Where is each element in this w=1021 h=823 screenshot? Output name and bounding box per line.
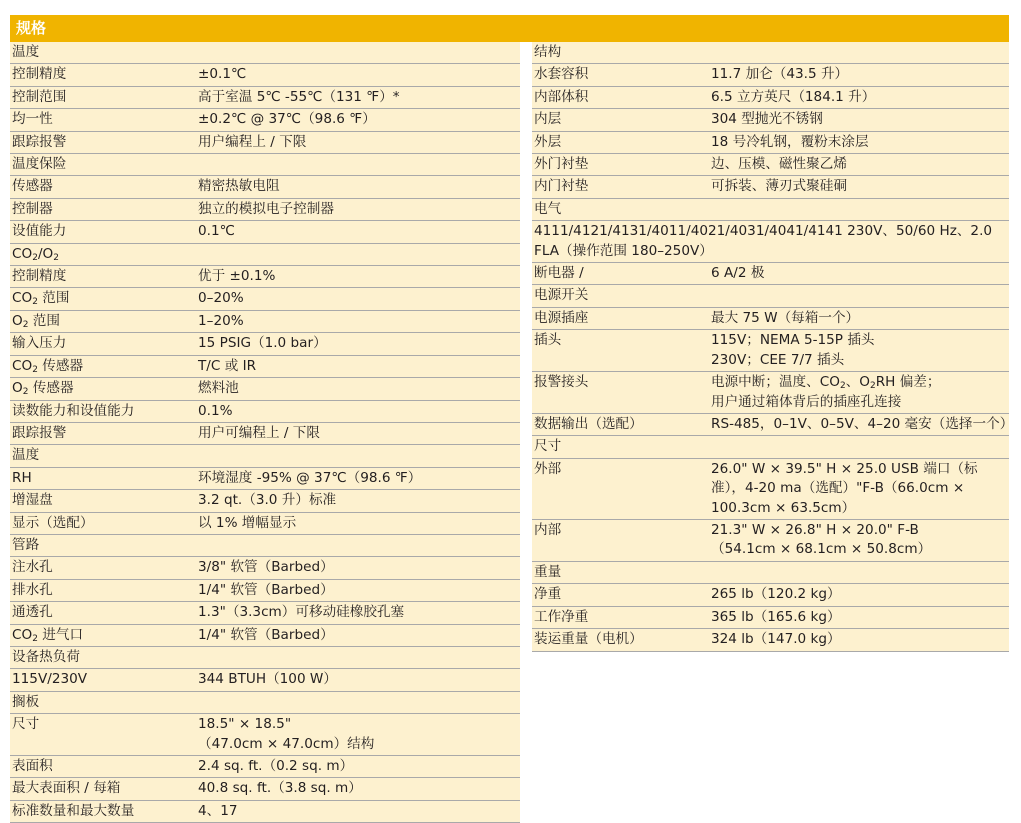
spec-value: 365 lb（165.6 kg） — [711, 608, 841, 625]
section-header — [532, 199, 1009, 221]
spec-row — [10, 801, 520, 823]
spec-row — [10, 356, 520, 378]
section-label: 温度 — [12, 447, 40, 464]
spec-label: 跟踪报警 — [12, 133, 67, 150]
spec-row — [532, 263, 1009, 285]
spec-header — [10, 15, 1009, 42]
section-header — [10, 445, 520, 467]
spec-label: $O_2$ 传感器 — [12, 380, 74, 398]
spec-label: 控制精度 — [12, 268, 67, 285]
spec-value: 精密热敏电阻 — [198, 178, 280, 195]
spec-label: 报警接头 — [534, 374, 589, 391]
spec-label: 数据输出（选配） — [534, 415, 643, 432]
spec-row — [10, 468, 520, 490]
spec-value: T/C 或 IR — [198, 357, 257, 374]
spec-value: 3.2 qt.（3.0 升）标准 — [198, 492, 337, 509]
spec-value: 用户可编程上 / 下限 — [198, 424, 320, 441]
spec-label: 设值能力 — [12, 223, 67, 240]
spec-label: 装运重量（电机） — [534, 630, 643, 647]
spec-label: 内层 — [534, 111, 562, 128]
spec-label: 跟踪报警 — [12, 424, 67, 441]
spec-label: 水套容积 — [534, 66, 589, 83]
section-header — [10, 647, 520, 669]
spec-row — [532, 520, 1009, 562]
spec-value: 用户编程上 / 下限 — [198, 133, 307, 150]
spec-row — [532, 132, 1009, 154]
spec-row — [10, 401, 520, 423]
spec-value: 1.3"（3.3cm）可移动硅橡胶孔塞 — [198, 604, 405, 621]
spec-table-right — [532, 42, 1014, 652]
spec-label: 工作净重 — [534, 608, 589, 625]
spec-label: $CO_2$ 传感器 — [12, 357, 84, 375]
spec-value: 4111/4121/4131/4011/4021/4031/4041/4141 230V、50/60 Hz、2.0 FLA（操作范围 180–250V） — [534, 223, 993, 259]
spec-row — [10, 513, 520, 535]
spec-label: 内门衬垫 — [534, 178, 589, 195]
section-header — [10, 692, 520, 714]
spec-label: 插头 — [534, 332, 562, 349]
spec-value: 2.4 sq. ft.（0.2 sq. m） — [198, 758, 354, 774]
spec-row — [10, 109, 520, 131]
section-label: 尺寸 — [534, 438, 562, 455]
spec-row — [10, 64, 520, 86]
section-label: 管路 — [12, 536, 40, 553]
spec-row — [532, 629, 1009, 651]
spec-value: 115V；NEMA 5-15P 插头 230V；CEE 7/7 插头 — [711, 332, 875, 368]
spec-value: 11.7 加仑（43.5 升） — [711, 66, 849, 83]
spec-row — [532, 64, 1009, 86]
spec-row — [10, 580, 520, 602]
spec-value: 304 型抛光不锈钢 — [711, 111, 823, 128]
spec-row — [10, 557, 520, 579]
spec-label: 均一性 — [12, 111, 53, 128]
section-label: 重量 — [534, 563, 562, 580]
spec-row — [10, 132, 520, 154]
spec-label: 读数能力和设值能力 — [12, 402, 135, 419]
spec-value: 边、压模、磁性聚乙烯 — [711, 156, 847, 173]
spec-row — [532, 459, 1009, 520]
spec-label: 输入压力 — [12, 335, 67, 352]
spec-value: 324 lb（147.0 kg） — [711, 630, 841, 647]
spec-row-full — [532, 221, 1009, 263]
spec-label: 电源插座 — [534, 309, 589, 326]
spec-value: 电源中断；温度、$CO_2$、$O_2RH$ 偏差； 用户通过箱体背后的插座孔连接 — [711, 374, 941, 410]
spec-label: 控制精度 — [12, 66, 67, 83]
spec-value: ±0.1℃ — [198, 66, 247, 83]
spec-value: 优于 ±0.1% — [198, 268, 276, 285]
spec-value: 0.1℃ — [198, 223, 235, 240]
spec-row — [10, 199, 520, 221]
spec-row — [532, 109, 1009, 131]
spec-value: 18.5" × 18.5" （47.0cm × 47.0cm）结构 — [198, 716, 375, 752]
spec-value: 40.8 sq. ft.（3.8 sq. m） — [198, 780, 362, 797]
spec-label: 控制器 — [12, 200, 53, 217]
spec-row — [10, 778, 520, 800]
section-label: $CO_2/O_2$ — [12, 245, 59, 263]
spec-row — [532, 176, 1009, 198]
spec-row — [532, 584, 1009, 606]
spec-label: 注水孔 — [12, 559, 53, 576]
section-header — [532, 562, 1009, 584]
spec-label: 显示（选配） — [12, 514, 94, 531]
spec-label: 标准数量和最大数量 — [12, 802, 135, 819]
spec-value: 1–20% — [198, 312, 244, 329]
section-header — [10, 535, 520, 557]
spec-row — [10, 266, 520, 288]
spec-value: 6.5 立方英尺（184.1 升） — [711, 88, 876, 105]
spec-row — [532, 87, 1009, 109]
spec-value: 6 A/2 极 — [711, 265, 765, 282]
spec-label: 内部 — [534, 521, 562, 538]
spec-row — [10, 378, 520, 400]
spec-label: 外层 — [534, 133, 562, 150]
spec-row — [10, 87, 520, 109]
spec-value: 高于室温 5℃ -55℃（131 ℉）* — [198, 88, 400, 105]
section-label: 搁板 — [12, 693, 40, 710]
spec-label: $CO_2$ 进气口 — [12, 626, 84, 644]
spec-title: 规格 — [16, 19, 47, 37]
spec-label: 内部体积 — [534, 88, 589, 105]
spec-value: 4、17 — [198, 802, 238, 819]
spec-row — [10, 221, 520, 243]
spec-label: 最大表面积 / 每箱 — [12, 780, 121, 797]
spec-row — [10, 176, 520, 198]
section-header — [10, 244, 520, 266]
spec-label: $CO_2$ 范围 — [12, 290, 70, 308]
spec-row — [10, 288, 520, 310]
spec-value: 以 1% 增幅显示 — [198, 514, 297, 531]
spec-row — [10, 490, 520, 512]
spec-value: 燃料池 — [198, 380, 239, 397]
spec-label: 表面积 — [12, 758, 53, 774]
spec-row — [10, 333, 520, 355]
spec-row — [10, 423, 520, 445]
spec-value: ±0.2℃ @ 37℃（98.6 ℉） — [198, 111, 376, 128]
spec-value: 15 PSIG（1.0 bar） — [198, 335, 327, 352]
spec-value: 环境湿度 -95% @ 37℃（98.6 ℉） — [198, 469, 422, 486]
spec-row — [532, 607, 1009, 629]
spec-value: RS-485，0–1V、0–5V、4–20 毫安（选择一个） — [711, 415, 1014, 432]
spec-value: 1/4" 软管（Barbed） — [198, 626, 334, 643]
spec-label: 排水孔 — [12, 581, 53, 598]
spec-label: 断电器 / — [534, 265, 584, 282]
spec-value: 3/8" 软管（Barbed） — [198, 559, 334, 576]
spec-row — [10, 311, 520, 333]
spec-value: 265 lb（120.2 kg） — [711, 586, 841, 603]
spec-row — [532, 154, 1009, 176]
spec-label: RH — [12, 469, 32, 486]
spec-label: $O_2$ 范围 — [12, 312, 60, 330]
spec-value: 独立的模拟电子控制器 — [198, 200, 334, 217]
spec-label: 115V/230V — [12, 671, 88, 688]
spec-label: 外部 — [534, 460, 562, 477]
spec-value: 最大 75 W（每箱一个） — [711, 309, 860, 326]
section-header — [532, 42, 1009, 64]
section-label: 结构 — [534, 44, 562, 60]
section-header — [532, 436, 1009, 458]
section-label: 温度 — [12, 44, 40, 60]
spec-row — [10, 756, 520, 778]
spec-label: 增湿盘 — [12, 492, 53, 509]
spec-value: 344 BTUH（100 W） — [198, 671, 337, 688]
section-header — [10, 42, 520, 64]
spec-row — [532, 414, 1014, 436]
spec-value: 18 号冷轧钢，覆粉末涂层 — [711, 133, 869, 150]
spec-label: 外门衬垫 — [534, 156, 589, 173]
spec-value: 0–20% — [198, 290, 244, 307]
section-label: 电源开关 — [534, 287, 589, 304]
spec-label: 通透孔 — [12, 604, 53, 621]
spec-value: 1/4" 软管（Barbed） — [198, 581, 334, 598]
spec-value: 可拆装、薄刃式聚硅硐 — [711, 178, 847, 195]
spec-table-left — [10, 42, 520, 823]
spec-row — [10, 714, 520, 756]
spec-label: 控制范围 — [12, 88, 67, 105]
section-label: 设备热负荷 — [12, 648, 80, 665]
section-label: 温度保险 — [12, 156, 67, 173]
spec-label: 传感器 — [12, 178, 53, 195]
spec-value: 0.1% — [198, 402, 233, 419]
section-label: 电气 — [534, 200, 562, 217]
spec-row — [532, 372, 1009, 414]
spec-row — [10, 602, 520, 624]
spec-value: 21.3" W × 26.8" H × 20.0" F-B （54.1cm × 68.1cm × 50.8cm） — [711, 521, 932, 558]
spec-row — [532, 308, 1009, 330]
spec-value: 26.0" W × 39.5" H × 25.0 USB 端口（标准），4-20 ma（选配）"F-B（66.0cm × 100.3cm × 63.5cm） — [711, 460, 978, 516]
section-header — [10, 154, 520, 176]
spec-row — [10, 625, 520, 647]
section-header — [532, 285, 1009, 307]
spec-row — [10, 669, 520, 691]
spec-label: 净重 — [534, 586, 562, 603]
spec-label: 尺寸 — [12, 716, 40, 733]
spec-row — [532, 330, 1009, 372]
